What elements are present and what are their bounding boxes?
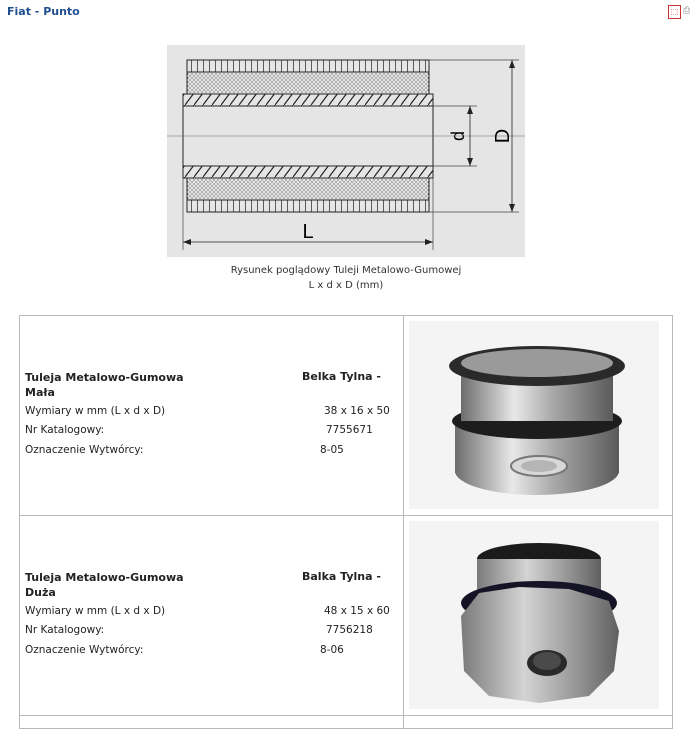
dims-value: 48 x 15 x 60 [324, 605, 390, 617]
label-d: d [448, 130, 468, 142]
maker-label: Oznaczenie Wytwórcy: [25, 644, 144, 656]
product-name [25, 570, 184, 600]
catalog-label: Nr Katalogowy: [25, 424, 105, 436]
maker-value: 8-06 [320, 644, 344, 656]
product-info-cell [20, 516, 404, 716]
print-icon[interactable]: ⎙ [683, 6, 690, 16]
product-info-cell [20, 716, 404, 729]
product-photo-cell [404, 516, 673, 716]
product-photo[interactable] [409, 521, 659, 709]
product-location: Balka Tylna - [302, 570, 381, 583]
table-row [20, 716, 673, 729]
catalog-value: 7755671 [326, 424, 373, 436]
product-photo-cell [404, 316, 673, 516]
caption-line-2: L x d x D (mm) [308, 280, 384, 291]
maker-label: Oznaczenie Wytwórcy: [25, 444, 144, 456]
product-photo-cell [404, 716, 673, 729]
dims-label: Wymiary w mm (L x d x D) [25, 605, 166, 617]
products-table [19, 315, 673, 729]
product-name-line1: Tuleja Metalowo-Gumowa [25, 371, 184, 384]
pdf-icon[interactable]: ⬚ [668, 5, 681, 19]
product-location: Belka Tylna - [302, 370, 381, 383]
product-name [25, 370, 184, 400]
maker-value: 8-05 [320, 444, 344, 456]
bushing-diagram [167, 45, 525, 257]
product-name-line2: Duża [25, 586, 56, 599]
product-photo[interactable] [409, 321, 659, 509]
diagram-caption [167, 263, 525, 293]
table-row [20, 316, 673, 516]
label-L: L [302, 221, 314, 243]
caption-line-1: Rysunek poglądowy Tuleji Metalowo-Gumowej [230, 265, 462, 276]
catalog-label: Nr Katalogowy: [25, 624, 105, 636]
dims-label: Wymiary w mm (L x d x D) [25, 405, 166, 417]
header-icons [668, 5, 689, 19]
product-name-line1: Tuleja Metalowo-Gumowa [25, 571, 184, 584]
catalog-value: 7756218 [326, 624, 373, 636]
product-info-cell [20, 316, 404, 516]
bushing-drawing [167, 45, 525, 257]
dims-value: 38 x 16 x 50 [324, 405, 390, 417]
label-D: D [492, 128, 514, 144]
table-row [20, 516, 673, 716]
page-title: Fiat - Punto [7, 5, 80, 18]
product-name-line2: Mała [25, 386, 55, 399]
